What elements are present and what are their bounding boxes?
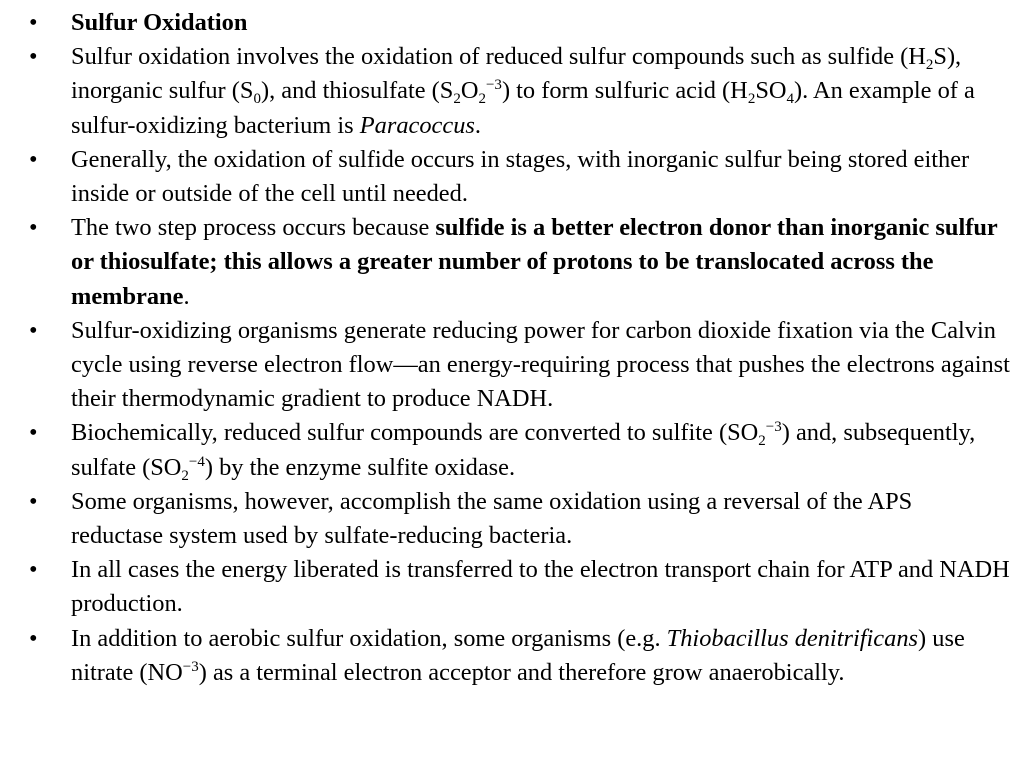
superscript: −3 <box>485 77 502 94</box>
bullet-item-aps-reductase <box>0 485 1010 553</box>
bullet-icon: • <box>29 556 38 584</box>
bullet-item-two-step <box>0 211 1010 314</box>
bullet-item-anaerobic <box>0 622 1010 690</box>
bullet-icon: • <box>29 214 38 242</box>
text-run: ) use nitrate (NO <box>71 624 965 686</box>
bullet-icon: • <box>29 624 38 652</box>
bullet-item-energy <box>0 553 1010 621</box>
subscript: 2 <box>453 91 461 108</box>
text-run: ) as a terminal electron acceptor and therefore grow anaerobically. <box>198 658 845 686</box>
text-run: SO <box>755 77 787 105</box>
subscript: 2 <box>925 57 934 74</box>
text-run: In addition to aerobic sulfur oxidation, some organisms (e.g. <box>71 624 667 652</box>
bold-emphasis: sulfide is a better electron donor than inorganic sulfur or thiosulfate; this allows a greater number of protons to be translocated across the membrane <box>71 214 998 310</box>
bullet-text: Sulfur-oxidizing organisms generate reducing power for carbon dioxide fixation via the Calvin cycle using reverse electron flow—an energy-requiring process that pushes the electrons against their thermodynamic gradient to produce NADH. <box>71 316 1010 413</box>
superscript: −3 <box>182 658 199 675</box>
subscript: 2 <box>181 467 189 484</box>
text-run: Biochemically, reduced sulfur compounds are converted to sulfite (SO <box>71 419 759 447</box>
bullet-item-definition <box>0 40 1010 143</box>
bullet-item-biochemistry <box>0 416 1010 484</box>
subscript: 2 <box>758 433 766 450</box>
bullet-item-heading <box>0 6 1010 40</box>
bullet-text: Some organisms, however, accomplish the same oxidation using a reversal of the APS reductase system used by sulfate-reducing bacteria. <box>71 487 913 550</box>
text-run: ) and, subsequently, sulfate (SO <box>71 419 976 481</box>
subscript: 2 <box>747 91 756 108</box>
bullet-text: Generally, the oxidation of sulfide occurs in stages, with inorganic sulfur being stored either inside or outside of the cell until needed. <box>71 145 970 208</box>
bullet-item-stages <box>0 143 1010 211</box>
bullet-icon: • <box>29 419 38 447</box>
slide-heading: Sulfur Oxidation <box>71 9 248 36</box>
species-name: Thiobacillus denitrificans <box>666 624 919 652</box>
bullet-icon: • <box>29 145 38 173</box>
subscript: 2 <box>478 91 486 108</box>
text-run: . <box>474 111 482 139</box>
bullet-text: In all cases the energy liberated is transferred to the electron transport chain for ATP and NADH production. <box>71 556 1010 618</box>
bullet-icon: • <box>29 9 38 36</box>
bullet-icon: • <box>29 316 38 344</box>
bullet-icon: • <box>29 43 38 71</box>
text-run: O <box>460 77 479 105</box>
text-run: ) to form sulfuric acid (H <box>501 77 748 105</box>
superscript: −3 <box>765 419 782 436</box>
text-run: . <box>183 282 190 310</box>
text-run: Sulfur oxidation involves the oxidation of reduced sulfur compounds such as sulfide (H <box>71 43 926 71</box>
superscript: −4 <box>188 453 205 470</box>
genus-name: Paracoccus <box>359 111 475 139</box>
text-run: The two step process occurs because <box>71 214 436 242</box>
subscript: 0 <box>253 91 261 108</box>
text-run: ), and thiosulfate (S <box>260 77 454 105</box>
text-run: ). An example of a sulfur-oxidizing bacterium is <box>71 77 975 139</box>
subscript: 4 <box>786 91 794 108</box>
text-run: S), inorganic sulfur (S <box>71 43 962 105</box>
bullet-list <box>0 6 1010 690</box>
bullet-item-reducing-power <box>0 314 1010 417</box>
text-run: ) by the enzyme sulfite oxidase. <box>204 453 516 481</box>
bullet-icon: • <box>29 487 38 515</box>
